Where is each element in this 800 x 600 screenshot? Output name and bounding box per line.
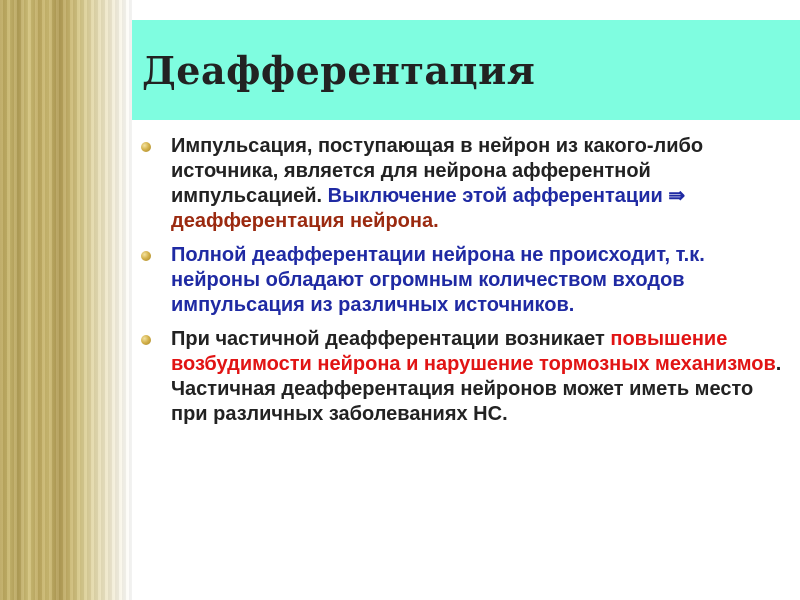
bullet-text-highlight: деафферентация нейрона. [171,210,439,232]
slide-title: Деафферентация [142,47,536,93]
bullet-list [138,134,788,436]
bullet-text: Полной деафферентации нейрона не происходит, т.к. нейроны обладают огромным количеством входов импульсация из различных источников. [171,244,705,316]
bullet-item [138,134,788,234]
bullet-dot-icon [141,142,151,152]
bullet-text: . Частичная деафферентация нейронов может иметь место при различных заболеваниях НС. [171,353,782,425]
bullet-item [138,327,788,427]
bullet-dot-icon [141,335,151,345]
bullet-text: Импульсация, поступающая в нейрон из какого-либо источника, является для нейрона афферентной импульсацией. [171,135,704,207]
bullet-text: При частичной деафферентации возникает [171,328,611,350]
bullet-item [138,243,788,318]
title-band [132,20,800,120]
bullet-text-highlight: Выключение этой афферентации ⇛ [327,185,686,207]
bullet-dot-icon [141,251,151,261]
decorative-side-band [0,0,132,600]
bullet-text-highlight: повышение возбудимости нейрона и нарушение тормозных механизмов [171,328,776,375]
